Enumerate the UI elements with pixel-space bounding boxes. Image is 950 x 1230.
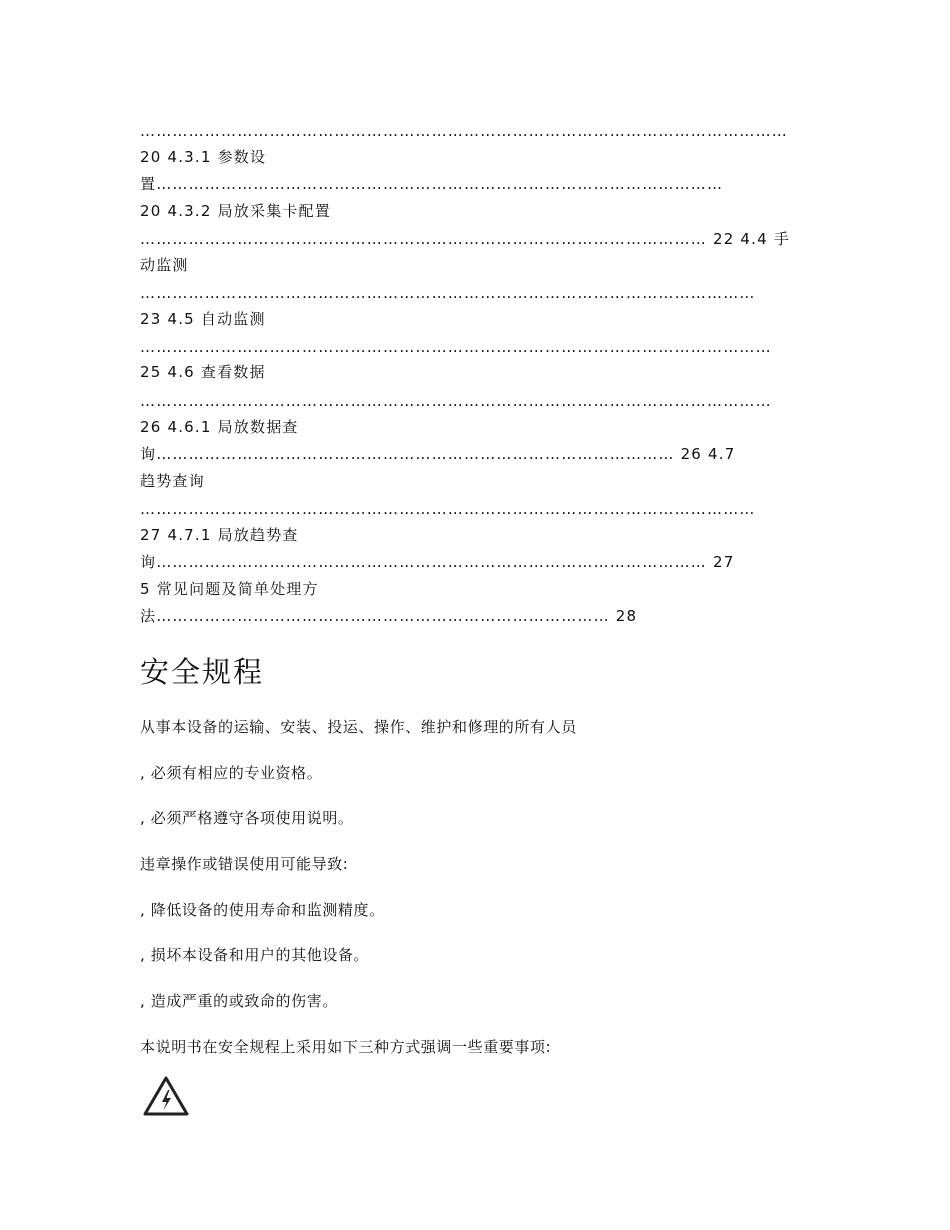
toc-line: ………………………………………………………………………………………………………… [140, 122, 788, 140]
toc-line: 法………………………………………………………………………… 28 [140, 607, 638, 625]
toc-line: ……………………………………………………………………………………………………… [140, 338, 772, 356]
paragraph: 从事本设备的运输、安装、投运、操作、维护和修理的所有人员 [140, 718, 577, 736]
toc-line: 5 常见问题及简单处理方 [140, 580, 319, 598]
paragraph: , 造成严重的或致命的伤害。 [140, 992, 338, 1010]
section-heading: 安全规程 [140, 655, 265, 689]
toc-line: 26 4.6.1 局放数据查 [140, 418, 299, 436]
paragraph: , 降低设备的使用寿命和监测精度。 [140, 901, 385, 919]
paragraph: 违章操作或错误使用可能导致: [140, 855, 349, 873]
paragraph: , 必须严格遵守各项使用说明。 [140, 809, 354, 827]
toc-line: 25 4.6 查看数据 [140, 363, 266, 381]
toc-line: …………………………………………………………………………………………………… [140, 284, 756, 302]
toc-line: 趋势查询 [140, 472, 205, 490]
high-voltage-warning-icon [142, 1075, 190, 1117]
toc-line: 20 4.3.2 局放采集卡配置 [140, 202, 331, 220]
toc-line: 询………………………………………………………………………………………… 27 [140, 553, 735, 571]
toc-line: 27 4.7.1 局放趋势查 [140, 526, 299, 544]
paragraph: , 必须有相应的专业资格。 [140, 764, 323, 782]
toc-line: …………………………………………………………………………………………… 22 4.4 手 [140, 230, 791, 248]
toc-line: 动监测 [140, 256, 189, 274]
toc-line: 询…………………………………………………………………………………… 26 4.7 [140, 445, 736, 463]
toc-line: 置…………………………………………………………………………………………… [140, 175, 724, 193]
toc-line: ……………………………………………………………………………………………………… [140, 392, 772, 410]
paragraph: 本说明书在安全规程上采用如下三种方式强调一些重要事项: [140, 1038, 552, 1056]
toc-line: 20 4.3.1 参数设 [140, 148, 267, 166]
toc-line: 23 4.5 自动监测 [140, 310, 266, 328]
toc-line: …………………………………………………………………………………………………… [140, 500, 756, 518]
paragraph: , 损坏本设备和用户的其他设备。 [140, 946, 370, 964]
